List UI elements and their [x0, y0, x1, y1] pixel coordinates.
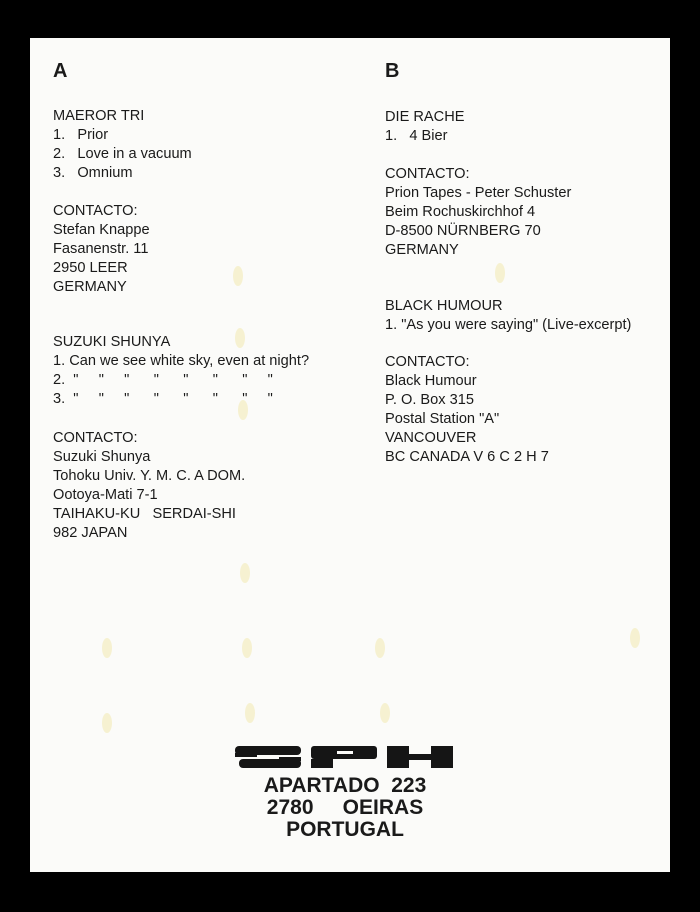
- side-a-letter: A: [53, 60, 68, 82]
- contact-line: Ootoya-Mati 7-1: [53, 487, 158, 503]
- contact-line: Fasanenstr. 11: [53, 241, 149, 257]
- contact-line: VANCOUVER: [385, 430, 477, 446]
- contact-line: Stefan Knappe: [53, 222, 150, 238]
- side-b-entry-black-humour: [385, 297, 631, 335]
- contact-line: GERMANY: [385, 242, 459, 258]
- artist-name: MAEROR TRI: [53, 108, 145, 124]
- side-b-contact-2: [385, 353, 549, 467]
- side-a-contact-1: [53, 202, 150, 297]
- contact-heading: CONTACTO:: [53, 430, 138, 446]
- paper-stain: [630, 628, 640, 648]
- contact-line: 982 JAPAN: [53, 525, 128, 541]
- contact-line: BC CANADA V 6 C 2 H 7: [385, 449, 549, 465]
- address-line: PORTUGAL: [286, 818, 404, 841]
- label-address: [215, 775, 475, 841]
- track-line: 1. "As you were saying" (Live-excerpt): [385, 317, 632, 333]
- contact-line: D-8500 NÜRNBERG 70: [385, 223, 541, 239]
- track-line: 2. " " " " " " " ": [53, 372, 273, 388]
- contact-line: Tohoku Univ. Y. M. C. A DOM.: [53, 468, 246, 484]
- contact-line: Suzuki Shunya: [53, 449, 151, 465]
- track-line: 1. 4 Bier: [385, 128, 448, 144]
- artist-name: SUZUKI SHUNYA: [53, 334, 171, 350]
- contact-line: 2950 LEER: [53, 260, 128, 276]
- artist-name: BLACK HUMOUR: [385, 298, 503, 314]
- track-line: 1. Can we see white sky, even at night?: [53, 353, 310, 369]
- contact-line: Postal Station "A": [385, 411, 500, 427]
- side-a-entry-maeror-tri: [53, 107, 192, 183]
- side-a-entry-suzuki-shunya: [53, 333, 309, 409]
- paper-stain: [245, 703, 255, 723]
- sph-logo: [235, 746, 453, 768]
- paper-stain: [102, 638, 112, 658]
- paper-stain: [495, 263, 505, 283]
- contact-line: Beim Rochuskirchhof 4: [385, 204, 536, 220]
- side-b-contact-1: [385, 165, 571, 260]
- track-line: 2. Love in a vacuum: [53, 146, 192, 162]
- contact-line: GERMANY: [53, 279, 127, 295]
- contact-line: Prion Tapes - Peter Schuster: [385, 185, 572, 201]
- paper-stain: [240, 563, 250, 583]
- contact-line: TAIHAKU-KU SERDAI-SHI: [53, 506, 236, 522]
- inlay-sheet: [30, 38, 670, 872]
- track-line: 3. Omnium: [53, 165, 133, 181]
- address-line: 2780 OEIRAS: [266, 796, 424, 819]
- side-a-contact-2: [53, 429, 245, 543]
- contact-line: P. O. Box 315: [385, 392, 474, 408]
- paper-stain: [102, 713, 112, 733]
- contact-heading: CONTACTO:: [53, 203, 138, 219]
- contact-line: Black Humour: [385, 373, 477, 389]
- paper-stain: [375, 638, 385, 658]
- artist-name: DIE RACHE: [385, 109, 465, 125]
- track-line: 1. Prior: [53, 127, 109, 143]
- address-line: APARTADO 223: [263, 774, 427, 797]
- contact-heading: CONTACTO:: [385, 166, 470, 182]
- side-b-entry-die-rache: [385, 108, 464, 146]
- paper-stain: [380, 703, 390, 723]
- contact-heading: CONTACTO:: [385, 354, 470, 370]
- side-b-letter: B: [385, 60, 400, 82]
- paper-stain: [233, 266, 243, 286]
- track-line: 3. " " " " " " " ": [53, 391, 273, 407]
- paper-stain: [242, 638, 252, 658]
